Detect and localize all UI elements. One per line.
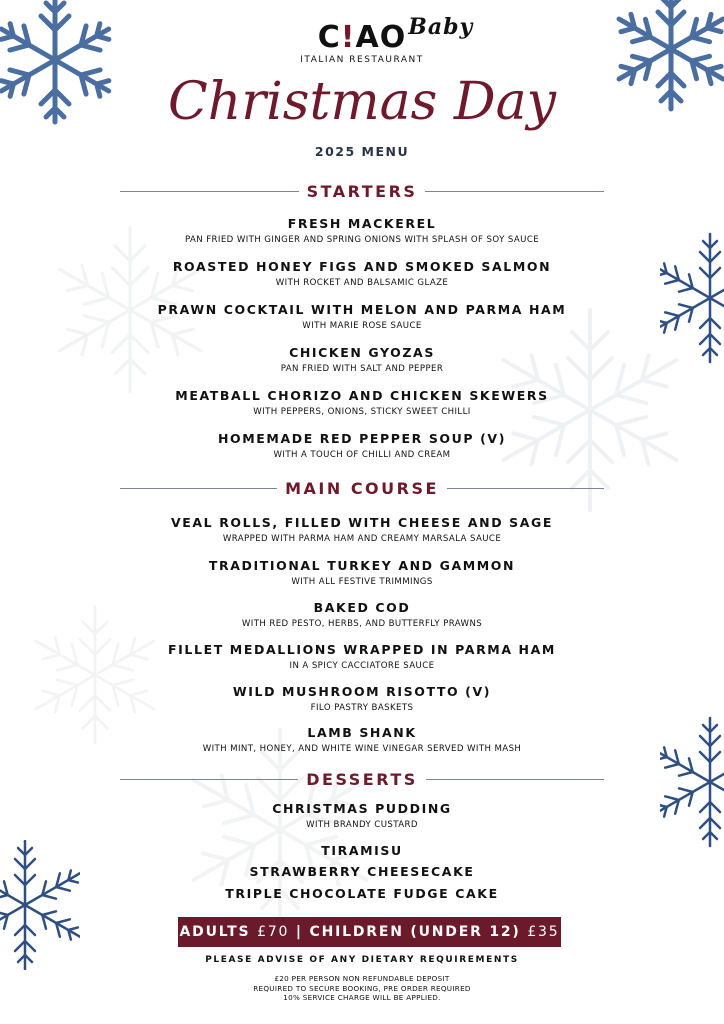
dietary-notice: PLEASE ADVISE OF ANY DIETARY REQUIREMENTS bbox=[205, 955, 519, 965]
dish-name: PRAWN COCKTAIL WITH MELON AND PARMA HAM bbox=[157, 302, 567, 317]
section-heading-starters bbox=[120, 181, 604, 201]
dish-name: WILD MUSHROOM RISOTTO (V) bbox=[232, 684, 492, 699]
dish-name: CHICKEN GYOZAS bbox=[289, 345, 435, 360]
divider bbox=[120, 191, 299, 192]
divider bbox=[426, 779, 604, 780]
menu-item bbox=[0, 886, 724, 901]
divider bbox=[120, 779, 298, 780]
adults-price: £70 bbox=[257, 924, 290, 940]
dish-name: TRADITIONAL TURKEY AND GAMMON bbox=[208, 558, 516, 573]
dish-name: FRESH MACKEREL bbox=[287, 216, 437, 231]
dish-name: MEATBALL CHORIZO AND CHICKEN SKEWERS bbox=[175, 388, 549, 403]
menu-item bbox=[0, 684, 724, 714]
dish-description: WITH MARIE ROSE SAUCE bbox=[302, 321, 422, 331]
booking-terms bbox=[0, 974, 724, 1003]
terms-line: £20 PER PERSON NON REFUNDABLE DEPOSIT bbox=[274, 974, 450, 983]
dish-name: CHRISTMAS PUDDING bbox=[272, 801, 452, 816]
terms-line: REQUIRED TO SECURE BOOKING, PRE ORDER REQUIRED bbox=[253, 983, 471, 993]
dish-description: WITH MINT, HONEY, AND WHITE WINE VINEGAR SERVED WITH MASH bbox=[202, 744, 522, 754]
dish-description: IN A SPICY CACCIATORE SAUCE bbox=[289, 661, 435, 671]
dish-name: TIRAMISU bbox=[321, 843, 403, 858]
logo-wordmark bbox=[317, 14, 474, 55]
restaurant-logo bbox=[0, 14, 724, 65]
price-separator: | bbox=[295, 924, 303, 940]
dish-description: WITH BRANDY CUSTARD bbox=[306, 820, 418, 830]
dish-description: WRAPPED WITH PARMA HAM AND CREAMY MARSALA SAUCE bbox=[222, 534, 502, 544]
menu-item bbox=[0, 515, 724, 545]
dish-description: PAN FRIED WITH SALT AND PEPPER bbox=[280, 364, 444, 374]
logo-letter-c: C bbox=[317, 20, 341, 55]
menu-item bbox=[0, 558, 724, 588]
dish-description: WITH ROCKET AND BALSAMIC GLAZE bbox=[275, 278, 449, 288]
dish-name: BAKED COD bbox=[313, 600, 411, 615]
divider bbox=[447, 488, 604, 489]
dish-description: FILO PASTRY BASKETS bbox=[310, 703, 414, 713]
dish-name: VEAL ROLLS, FILLED WITH CHEESE AND SAGE bbox=[171, 515, 553, 530]
children-price: £35 bbox=[527, 924, 560, 940]
snowflake-icon bbox=[0, 840, 80, 970]
section-label: STARTERS bbox=[306, 181, 418, 201]
price-banner bbox=[178, 917, 561, 947]
dish-description: WITH ALL FESTIVE TRIMMINGS bbox=[291, 577, 433, 587]
menu-item bbox=[0, 345, 724, 375]
menu-item bbox=[0, 642, 724, 672]
dish-name: HOMEMADE RED PEPPER SOUP (V) bbox=[217, 431, 507, 446]
dish-description: WITH PEPPERS, ONIONS, STICKY SWEET CHILLI bbox=[253, 407, 471, 417]
dish-name: TRIPLE CHOCOLATE FUDGE CAKE bbox=[225, 886, 499, 901]
page-title: Christmas Day bbox=[168, 72, 556, 132]
section-label: MAIN COURSE bbox=[285, 478, 439, 498]
menu-item bbox=[0, 801, 724, 831]
menu-item bbox=[0, 725, 724, 755]
dish-name: FILLET MEDALLIONS WRAPPED IN PARMA HAM bbox=[168, 642, 556, 657]
menu-item bbox=[0, 259, 724, 289]
dish-description: WITH RED PESTO, HERBS, AND BUTTERFLY PRAWNS bbox=[241, 619, 483, 629]
logo-dot: ! bbox=[340, 20, 356, 55]
logo-script: Baby bbox=[408, 14, 474, 40]
section-heading-main-course bbox=[120, 478, 604, 498]
terms-line: 10% SERVICE CHARGE WILL BE APPLIED. bbox=[283, 993, 441, 1002]
menu-item bbox=[0, 600, 724, 630]
menu-item bbox=[0, 431, 724, 461]
divider bbox=[425, 191, 604, 192]
adults-label: ADULTS bbox=[179, 924, 251, 940]
menu-item bbox=[0, 864, 724, 879]
dish-name: ROASTED HONEY FIGS AND SMOKED SALMON bbox=[172, 259, 552, 274]
menu-year: 2025 MENU bbox=[314, 144, 410, 159]
logo-subtitle: ITALIAN RESTAURANT bbox=[300, 55, 424, 65]
dish-description: WITH A TOUCH OF CHILLI AND CREAM bbox=[273, 450, 451, 460]
section-heading-desserts bbox=[120, 769, 604, 789]
logo-letters-ao: AO bbox=[355, 20, 407, 55]
dish-description: PAN FRIED WITH GINGER AND SPRING ONIONS WITH SPLASH OF SOY SAUCE bbox=[184, 235, 540, 245]
divider bbox=[120, 488, 277, 489]
menu-item bbox=[0, 302, 724, 332]
dish-name: STRAWBERRY CHEESECAKE bbox=[249, 864, 475, 879]
menu-item bbox=[0, 843, 724, 858]
menu-item bbox=[0, 216, 724, 246]
menu-item bbox=[0, 388, 724, 418]
section-label: DESSERTS bbox=[306, 769, 418, 789]
dish-name: LAMB SHANK bbox=[307, 725, 417, 740]
children-label: CHILDREN (UNDER 12) bbox=[309, 924, 521, 940]
